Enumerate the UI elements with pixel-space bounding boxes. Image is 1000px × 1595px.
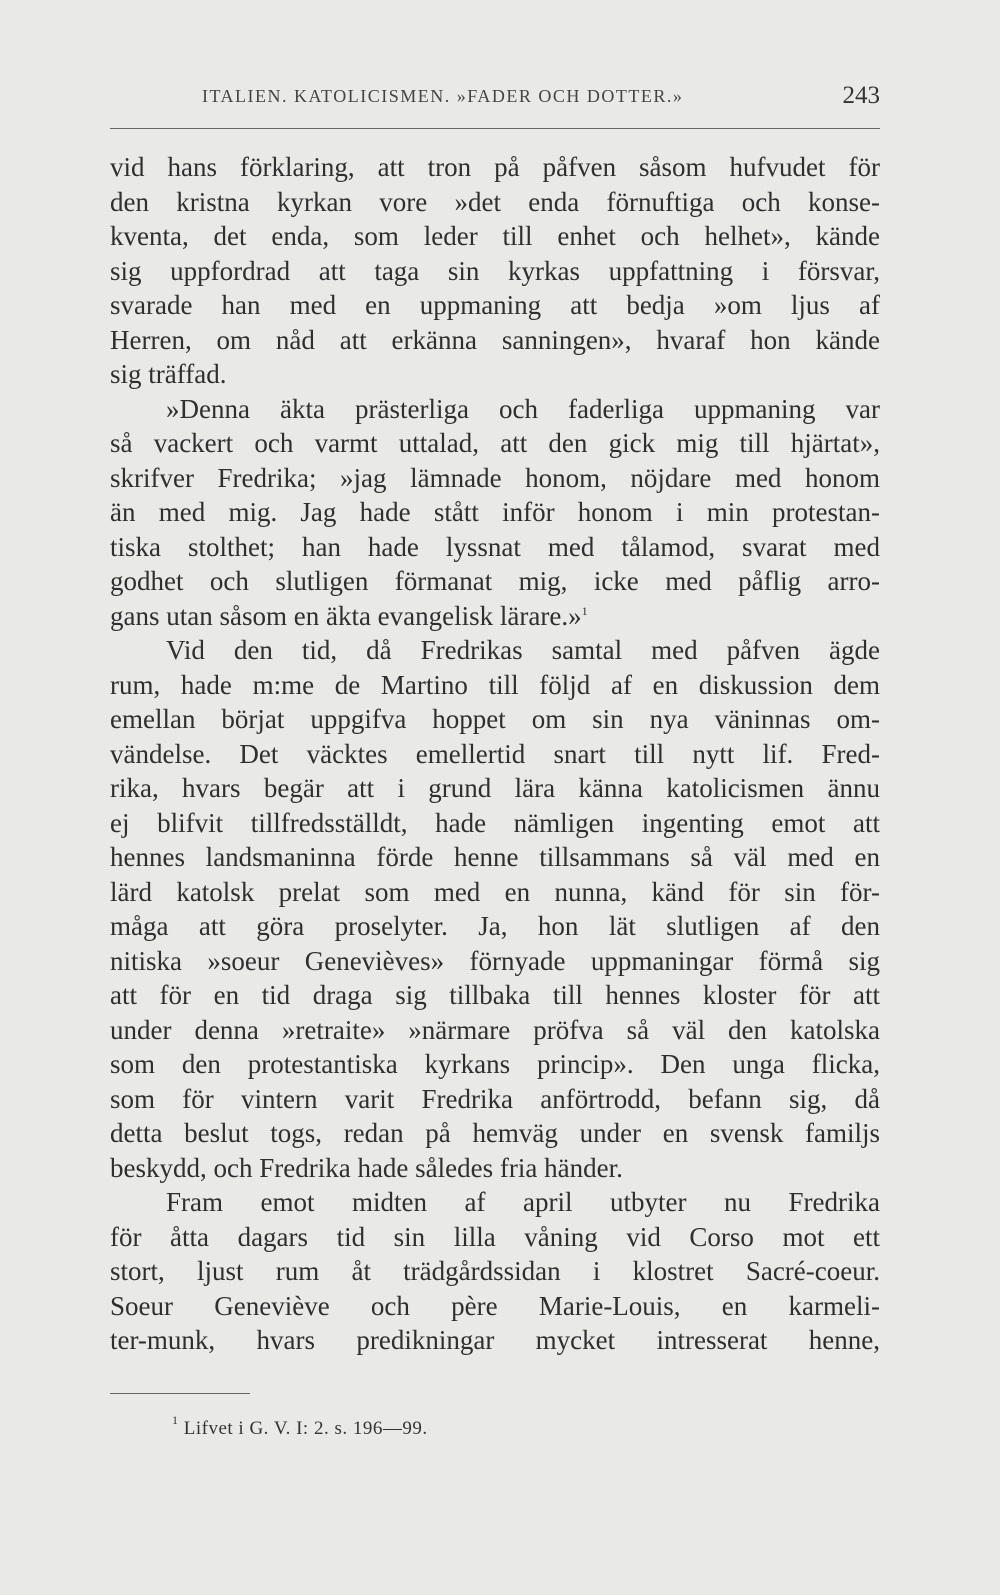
text-line [110, 219, 880, 254]
body-text [110, 150, 880, 1358]
text-line [110, 1013, 880, 1048]
text-line-content: kventa, det enda, som leder till enhet och helhet», kände [110, 221, 880, 251]
footnote-reference: 1 [581, 603, 588, 618]
text-line [110, 530, 880, 565]
text-line-content: gans utan såsom en äkta evangelisk lärare.» [110, 600, 582, 631]
text-line-content: detta beslut togs, redan på hemväg under en svensk familjs [110, 1118, 880, 1148]
text-line [110, 1116, 880, 1151]
text-line-content: Herren, om nåd att erkänna sanningen», hvaraf hon kände [110, 324, 880, 355]
text-line-content: vändelse. Det väcktes emellertid snart till nytt lif. Fred- [110, 738, 880, 769]
text-line [110, 1047, 880, 1082]
text-line [110, 875, 880, 910]
text-line-content: godhet och slutligen förmanat mig, icke med påflig arro- [110, 566, 880, 596]
text-line [110, 1323, 880, 1358]
text-line [110, 461, 880, 496]
text-line-content: nitiska »soeur Genevièves» förnyade uppmaningar förmå sig [110, 945, 880, 976]
text-line [110, 1254, 880, 1289]
footnote-rule [110, 1393, 250, 1394]
header-rule [110, 128, 880, 129]
text-line-content: måga att göra proselyter. Ja, hon lät slutligen af den [110, 911, 880, 941]
text-line-content: att för en tid draga sig tillbaka till hennes kloster för att [110, 980, 880, 1010]
text-line [110, 840, 880, 875]
text-line [110, 771, 880, 806]
text-line-content: »Denna äkta prästerliga och faderliga uppmaning var [166, 393, 880, 424]
text-line [110, 702, 880, 737]
text-line [110, 633, 880, 668]
footnote [172, 1413, 428, 1440]
text-line [110, 978, 880, 1013]
text-line-content: skrifver Fredrika; »jag lämnade honom, nöjdare med honom [110, 462, 880, 493]
text-line-content: Vid den tid, då Fredrikas samtal med påfven ägde [166, 635, 880, 665]
footnote-text: Lifvet i G. V. I: 2. s. 196—99. [183, 1418, 428, 1439]
text-line [110, 357, 880, 392]
text-line-content: tiska stolthet; han hade lyssnat med tålamod, svarat med [110, 531, 880, 562]
text-line [110, 1151, 880, 1186]
text-line-content: Fram emot midten af april utbyter nu Fredrika [166, 1187, 880, 1217]
text-line [110, 806, 880, 841]
text-line-content: beskydd, och Fredrika hade således fria händer. [110, 1152, 623, 1183]
text-line-content: Soeur Geneviève och père Marie-Louis, en karmeli- [110, 1290, 880, 1321]
text-line-content: ter-munk, hvars predikningar mycket intresserat henne, [110, 1325, 880, 1355]
text-line [110, 254, 880, 289]
text-line [110, 599, 880, 634]
footnote-mark: 1 [172, 1413, 179, 1427]
text-line [110, 668, 880, 703]
running-head [110, 82, 880, 118]
text-line-content: sig uppfordrad att taga sin kyrkas uppfattning i försvar, [110, 255, 880, 286]
text-line [110, 392, 880, 427]
text-line [110, 1185, 880, 1220]
text-line-content: den kristna kyrkan vore »det enda förnuftiga och konse- [110, 186, 880, 217]
page-number: 243 [842, 82, 880, 109]
text-line [110, 288, 880, 323]
text-line [110, 426, 880, 461]
text-line-content: än med mig. Jag hade stått inför honom i min protestan- [110, 497, 880, 527]
text-line [110, 495, 880, 530]
text-line [110, 1220, 880, 1255]
text-line [110, 1082, 880, 1117]
text-line-content: stort, ljust rum åt trädgårdssidan i klostret Sacré-coeur. [110, 1256, 880, 1286]
text-line-content: ej blifvit tillfredsställdt, hade nämligen ingenting emot att [110, 807, 880, 838]
text-line [110, 150, 880, 185]
text-line [110, 737, 880, 772]
text-line-content: som för vintern varit Fredrika anförtrodd, befann sig, då [110, 1083, 880, 1114]
text-line [110, 944, 880, 979]
text-line-content: rum, hade m:me de Martino till följd af en diskussion dem [110, 669, 880, 700]
text-line [110, 909, 880, 944]
text-line-content: vid hans förklaring, att tron på påfven såsom hufvudet för [110, 152, 880, 182]
text-line-content: rika, hvars begär att i grund lära känna katolicismen ännu [110, 773, 880, 803]
running-head-title: ITALIEN. KATOLICISMEN. »FADER OCH DOTTER.» [202, 86, 684, 106]
text-line-content: under denna »retraite» »närmare pröfva så väl den katolska [110, 1014, 880, 1045]
text-line-content: för åtta dagars tid sin lilla våning vid Corso mot ett [110, 1221, 880, 1252]
text-line [110, 564, 880, 599]
text-line-content: så vackert och varmt uttalad, att den gick mig till hjärtat», [110, 428, 880, 458]
text-line-content: svarade han med en uppmaning att bedja »om ljus af [110, 290, 880, 320]
text-line [110, 1289, 880, 1324]
text-line-content: emellan börjat uppgifva hoppet om sin nya väninnas om- [110, 704, 880, 734]
text-line [110, 323, 880, 358]
text-line-content: lärd katolsk prelat som med en nunna, känd för sin för- [110, 876, 880, 907]
text-line-content: hennes landsmaninna förde henne tillsammans så väl med en [110, 842, 880, 872]
text-line [110, 185, 880, 220]
text-line-content: sig träffad. [110, 359, 227, 389]
text-line-content: som den protestantiska kyrkans princip». Den unga flicka, [110, 1049, 880, 1079]
